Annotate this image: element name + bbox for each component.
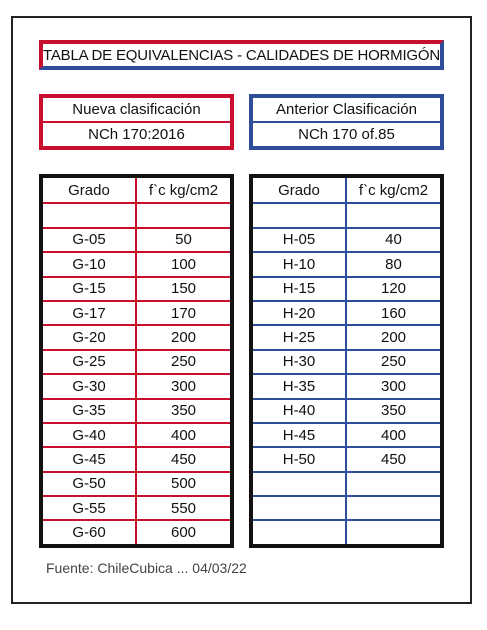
table-row — [43, 398, 230, 422]
strength-cell: 170 — [170, 304, 197, 322]
table-row — [43, 471, 230, 495]
table-row — [43, 251, 230, 275]
new-classification-norm: NCh 170:2016 — [43, 121, 230, 146]
grade-cell: G-55 — [43, 497, 137, 519]
strength-cell — [347, 497, 440, 519]
table-row — [43, 276, 230, 300]
grade-cell: H-15 — [253, 278, 347, 300]
table-row — [253, 227, 440, 251]
grade-cell: G-45 — [43, 448, 137, 470]
old-classification-norm: NCh 170 of.85 — [253, 121, 440, 146]
grade-cell — [43, 204, 137, 226]
grade-cell: Grado — [43, 178, 137, 202]
strength-cell: 400 — [170, 426, 197, 444]
grade-cell — [253, 521, 347, 543]
strength-cell: 160 — [380, 304, 407, 322]
strength-cell: 200 — [380, 329, 407, 347]
strength-cell — [347, 204, 440, 226]
table-row — [43, 300, 230, 324]
grade-cell: H-10 — [253, 253, 347, 275]
old-classification-heading: Anterior Clasificación — [276, 101, 417, 118]
grade-cell: G-05 — [43, 229, 137, 251]
grade-cell: G-25 — [43, 351, 137, 373]
grade-cell: G-17 — [43, 302, 137, 324]
strength-cell: 350 — [170, 402, 197, 420]
strength-cell — [347, 521, 440, 543]
table-row — [253, 300, 440, 324]
new-grades-table — [39, 174, 234, 548]
table-row — [43, 446, 230, 470]
table-row — [43, 519, 230, 543]
old-classification-header — [249, 94, 444, 150]
table-row — [253, 471, 440, 495]
strength-cell — [137, 204, 230, 226]
grade-cell: G-30 — [43, 375, 137, 397]
grade-cell: G-60 — [43, 521, 137, 543]
table-row — [43, 349, 230, 373]
grade-cell: G-20 — [43, 326, 137, 348]
strength-cell: 50 — [175, 231, 192, 249]
strength-cell: 150 — [170, 280, 197, 298]
table-row — [43, 324, 230, 348]
old-grades-table — [249, 174, 444, 548]
grade-cell: G-50 — [43, 473, 137, 495]
table-row — [253, 495, 440, 519]
table-row — [253, 373, 440, 397]
strength-cell: 450 — [170, 450, 197, 468]
strength-cell: f`c kg/cm2 — [148, 181, 219, 199]
strength-cell: 550 — [170, 499, 197, 517]
strength-cell: 450 — [380, 450, 407, 468]
table-row — [253, 446, 440, 470]
table-row — [43, 422, 230, 446]
grade-cell: H-45 — [253, 424, 347, 446]
table-row — [253, 398, 440, 422]
strength-cell: 250 — [380, 353, 407, 371]
new-classification-heading: Nueva clasificación — [72, 101, 201, 118]
grade-cell: G-40 — [43, 424, 137, 446]
strength-cell: 600 — [170, 524, 197, 542]
grade-cell — [253, 497, 347, 519]
table-row — [253, 349, 440, 373]
strength-cell: 200 — [170, 329, 197, 347]
strength-cell: 250 — [170, 353, 197, 371]
table-row — [253, 324, 440, 348]
strength-cell: 40 — [385, 231, 402, 249]
strength-cell — [347, 473, 440, 495]
grade-cell: G-35 — [43, 400, 137, 422]
grade-cell — [253, 473, 347, 495]
table-row — [43, 373, 230, 397]
grade-cell: H-25 — [253, 326, 347, 348]
grade-cell — [253, 204, 347, 226]
grade-cell: Grado — [253, 178, 347, 202]
grade-cell: H-05 — [253, 229, 347, 251]
table-row — [253, 202, 440, 226]
grade-cell: H-50 — [253, 448, 347, 470]
strength-cell: 80 — [385, 255, 402, 273]
grade-cell: H-20 — [253, 302, 347, 324]
table-row — [253, 276, 440, 300]
strength-cell: 300 — [170, 377, 197, 395]
table-row — [43, 495, 230, 519]
grade-cell: H-30 — [253, 351, 347, 373]
strength-cell: f`c kg/cm2 — [358, 181, 429, 199]
grade-cell: H-35 — [253, 375, 347, 397]
strength-cell: 500 — [170, 475, 197, 493]
table-row — [253, 251, 440, 275]
new-classification-header — [39, 94, 234, 150]
grade-cell: G-15 — [43, 278, 137, 300]
page-title: TABLA DE EQUIVALENCIAS - CALIDADES DE HORMIGÓN — [39, 40, 444, 70]
strength-cell: 300 — [380, 377, 407, 395]
strength-cell: 350 — [380, 402, 407, 420]
table-row — [253, 519, 440, 543]
table-row — [43, 202, 230, 226]
grade-cell: H-40 — [253, 400, 347, 422]
table-row — [43, 227, 230, 251]
table-header-row — [43, 178, 230, 202]
strength-cell: 100 — [170, 255, 197, 273]
table-header-row — [253, 178, 440, 202]
strength-cell: 400 — [380, 426, 407, 444]
strength-cell: 120 — [380, 280, 407, 298]
source-note: Fuente: ChileCubica ... 04/03/22 — [46, 560, 247, 576]
table-row — [253, 422, 440, 446]
grade-cell: G-10 — [43, 253, 137, 275]
